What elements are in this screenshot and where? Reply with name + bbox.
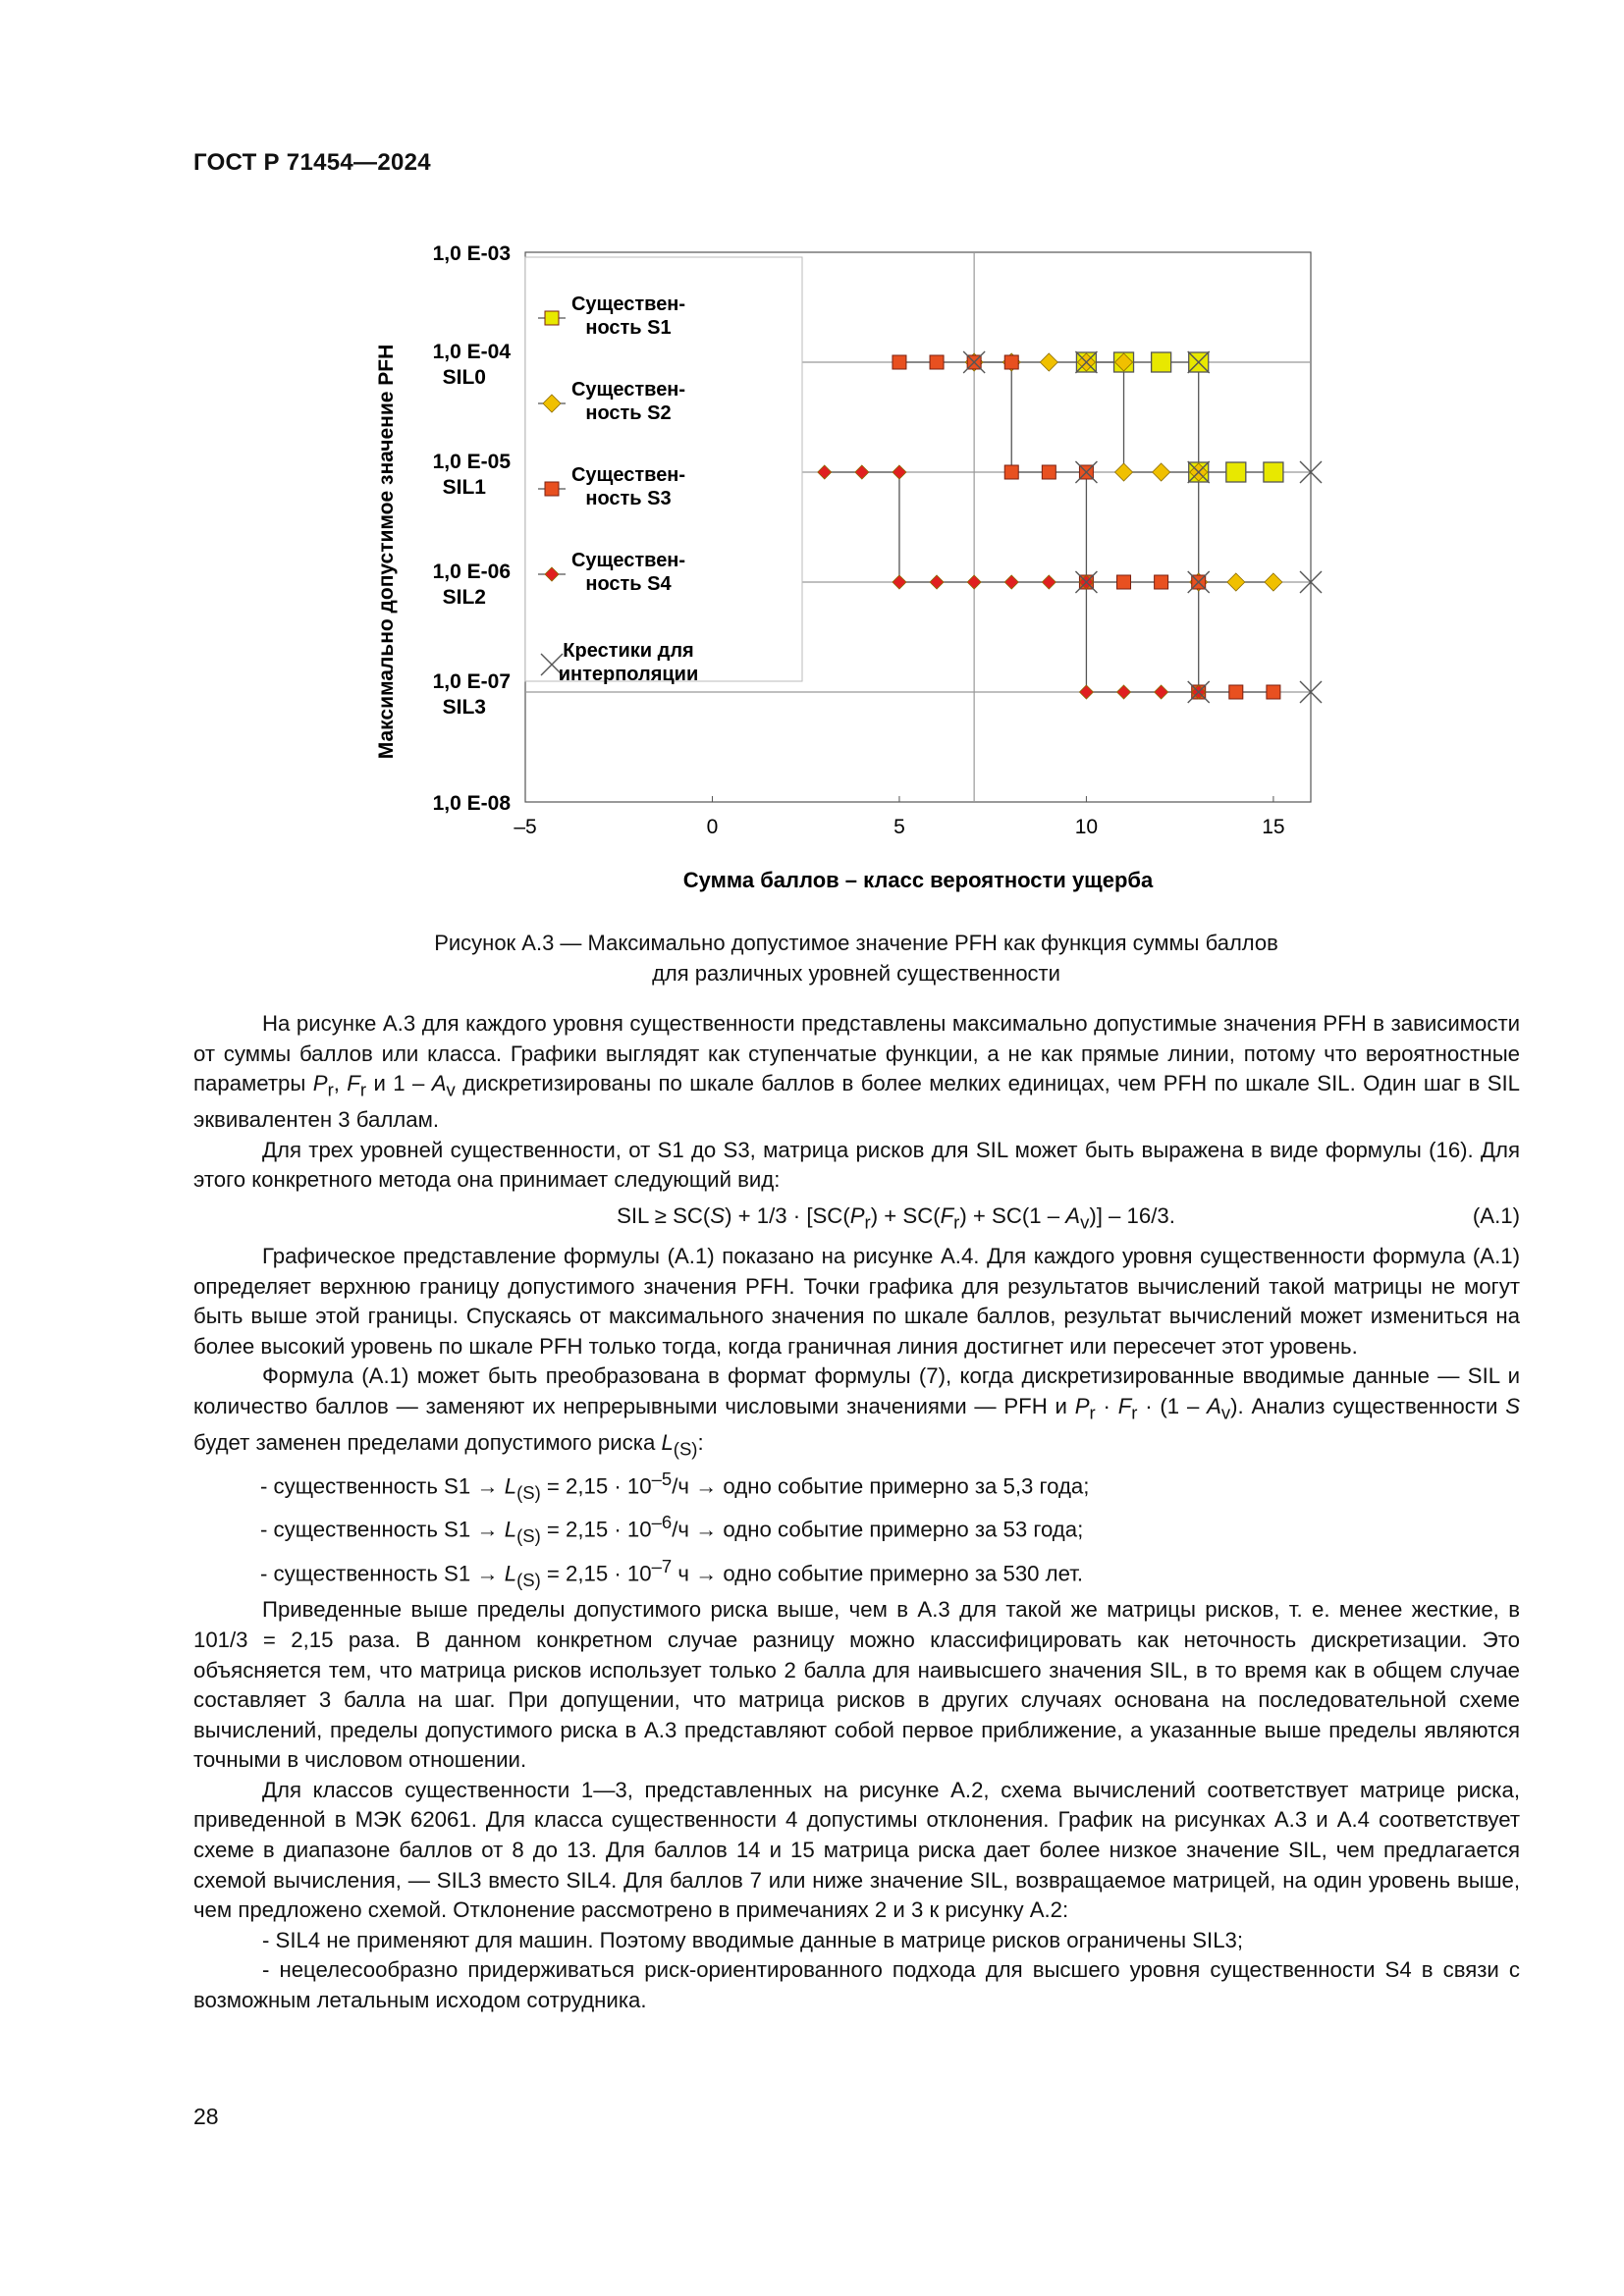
- y-axis-label: Максимально допустимое значение PFH: [375, 344, 398, 760]
- x-tick-label: 15: [1262, 816, 1285, 838]
- data-point-s4: [893, 575, 906, 589]
- caption-line-1: Рисунок А.3 — Максимально допустимое значение PFH как функция суммы баллов: [434, 931, 1278, 955]
- paragraph-5: Приведенные выше пределы допустимого риска выше, чем в А.3 для такой же матрицы рисков, т. е. менее жесткие, в 101/3 = 2,15 раза. В данном конкретном случае разницу можно классифицировать как неточность дискретизации. Это объясняется тем, что матрица рисков использует только 2 балла для наивысшего значения SIL, в то время как в общем случае составляет 3 балла на шаг. При допущении, что матрица рисков в других случаях основана на последовательной схеме вычислений, пределы допустимого риска в А.3 представляют собой первое приближение, а указанные выше пределы являются точными в числовом отношении.: [193, 1597, 1520, 1773]
- data-point-s3: [1117, 575, 1131, 589]
- list-item: - существенность $S1 \to L_{(S)} = 2,15 \cdot 10^{-7}$ ч → одно событие примерно за 530 лет.: [260, 1555, 1084, 1590]
- legend-label: Существен-: [570, 379, 686, 400]
- data-point-s4: [930, 575, 944, 589]
- legend-label: ность S2: [585, 402, 672, 424]
- paragraph-6: Для классов существенности 1—3, представленных на рисунке А.2, схема вычислений соответствует матрице риска, приведенной в МЭК 62061. Для класса существенности 4 допустимы отклонения. График на рисунках А.3 и А.4 соответствует схеме в диапазоне баллов от 8 до 13. Для баллов 14 и 15 матрица риска дает более низкое значение SIL, чем предлагается схемой вычисления, — SIL3 вместо SIL4. Для баллов 7 или ниже значение SIL, возвращаемое матрицей, на один уровень выше, чем предложено схемой. Отклонение рассмотрено в примечаниях 2 и 3 к рисунку А.2:: [193, 1777, 1520, 1923]
- document-header: ГОСТ Р 71454—2024: [193, 149, 431, 176]
- data-point-s1: [1152, 352, 1171, 372]
- data-point-s3: [1042, 465, 1056, 479]
- data-point-s2: [1265, 573, 1282, 591]
- data-point-s4: [893, 465, 906, 479]
- y-tick-label: 1,0 E-07: [432, 670, 511, 693]
- x-tick-label: 10: [1074, 816, 1099, 838]
- y-tick-label: 1,0 E-08: [432, 792, 511, 815]
- legend-label: Крестики для: [563, 640, 694, 662]
- x-tick-label: –5: [514, 816, 537, 838]
- paragraph-4: Формула (А.1) может быть преобразована в формат формулы (7), когда дискретизированные вводимые данные — SIL и количество баллов — заменяют их непрерывными числовыми значениями — PFH и $P_r \cdot F_r \cdot (1 - A_v)$. Анализ существенности S будет заменен пределами допустимого риска $L_{(S)}$:: [193, 1363, 1520, 1460]
- data-point-s1: [1264, 462, 1283, 482]
- data-point-s2: [1227, 573, 1245, 591]
- data-point-s3: [1004, 355, 1018, 369]
- list-item: - существенность $S1 \to L_{(S)} = 2,15 \cdot 10^{-6}/ч$ → одно событие примерно за 53 года;: [260, 1512, 1084, 1547]
- data-point-s3: [1229, 685, 1243, 699]
- data-point-s3: [930, 355, 944, 369]
- paragraph-1: На рисунке А.3 для каждого уровня существенности представлены максимально допустимые значения PFH в зависимости от суммы баллов или класса. Графики выглядят как ступенчатые функции, а не как прямые линии, потому что вероятностные параметры $P_r$, $F_r$ и $1 - A_v$ дискретизированы по шкале баллов в более мелких единицах, чем PFH по шкале SIL. Один шаг в SIL эквивалентен 3 баллам.: [193, 1011, 1521, 1133]
- x-tick-label: 5: [893, 816, 905, 838]
- chart-svg: [363, 228, 1345, 915]
- paragraph-2: Для трех уровней существенности, от S1 до S3, матрица рисков для SIL может быть выражена в виде формулы (16). Для этого конкретного метода она принимает следующий вид:: [193, 1137, 1520, 1193]
- legend-label: интерполяции: [558, 664, 699, 685]
- formula-a1: SIL ≥ $SC(S) + 1/3 \cdot [SC(P_r) + SC(F_r) + SC(1 - A_v)] - 16/3$. (А.1): [193, 1201, 1520, 1238]
- y-tick-label: 1,0 E-05: [432, 451, 511, 473]
- y-tick-label: 1,0 E-03: [432, 242, 511, 265]
- y-tick-sil-label: SIL3: [442, 696, 486, 719]
- data-point-s4: [1079, 685, 1093, 699]
- data-point-s3: [1267, 685, 1280, 699]
- legend-marker: [545, 482, 559, 496]
- legend: [525, 257, 802, 685]
- list-item: - нецелесообразно придерживаться риск-ориентированного подхода для высшего уровня существенности S4 в связи с возможным летальным исходом сотрудника.: [193, 1957, 1520, 2013]
- data-point-s3: [893, 355, 906, 369]
- body-text: [193, 1009, 1520, 2016]
- figure-caption: [193, 928, 1519, 988]
- x-tick-label: 0: [706, 816, 719, 838]
- series-line-1: [1086, 362, 1272, 472]
- legend-label: ность S3: [585, 488, 672, 509]
- page-number: 28: [193, 2104, 219, 2129]
- data-point-s4: [1042, 575, 1056, 589]
- formula-number: (А.1): [1472, 1203, 1520, 1228]
- legend-label: ность S4: [585, 573, 672, 595]
- y-tick-sil-label: SIL2: [442, 586, 486, 609]
- legend-label: Существен-: [570, 464, 686, 486]
- data-point-s3: [1004, 465, 1018, 479]
- y-tick-label: 1,0 E-06: [432, 561, 511, 583]
- y-tick-sil-label: SIL0: [442, 366, 486, 389]
- figure-a3-chart: [363, 228, 1345, 915]
- list-item: - существенность $S1 \to L_{(S)} = 2,15 \cdot 10^{-5}/ч$ → одно событие примерно за 5,3 года;: [260, 1468, 1090, 1503]
- legend-label: Существен-: [570, 550, 686, 571]
- list-item: - SIL4 не применяют для машин. Поэтому вводимые данные в матрице рисков ограничены SIL3;: [262, 1927, 1244, 1952]
- data-point-s4: [1117, 685, 1131, 699]
- y-tick-sil-label: SIL1: [442, 476, 486, 499]
- data-point-s4: [1155, 685, 1168, 699]
- data-point-s2: [1153, 463, 1170, 481]
- data-point-s4: [967, 575, 981, 589]
- x-axis-label: Сумма баллов – класс вероятности ущерба: [682, 868, 1154, 892]
- y-tick-label: 1,0 E-04: [432, 341, 511, 363]
- data-point-s3: [1155, 575, 1168, 589]
- data-point-s1: [1226, 462, 1246, 482]
- data-point-s4: [818, 465, 832, 479]
- data-point-s4: [855, 465, 869, 479]
- legend-label: ность S1: [585, 317, 672, 339]
- data-point-s2: [1040, 353, 1057, 371]
- data-point-s4: [1004, 575, 1018, 589]
- caption-line-2: для различных уровней существенности: [652, 961, 1060, 986]
- data-point-s2: [1115, 463, 1133, 481]
- paragraph-3: Графическое представление формулы (А.1) показано на рисунке А.4. Для каждого уровня существенности формула (А.1) определяет верхнюю границу допустимого значения PFH. Точки графика для результатов вычислений такой матрицы не могут быть выше этой границы. Спускаясь от максимального значения по шкале баллов, результат вычислений может измениться на более высокий уровень по шкале PFH только тогда, когда граничная линия достигнет или пересечет этот уровень.: [193, 1244, 1520, 1359]
- legend-marker: [545, 311, 559, 325]
- legend-label: Существен-: [570, 294, 686, 315]
